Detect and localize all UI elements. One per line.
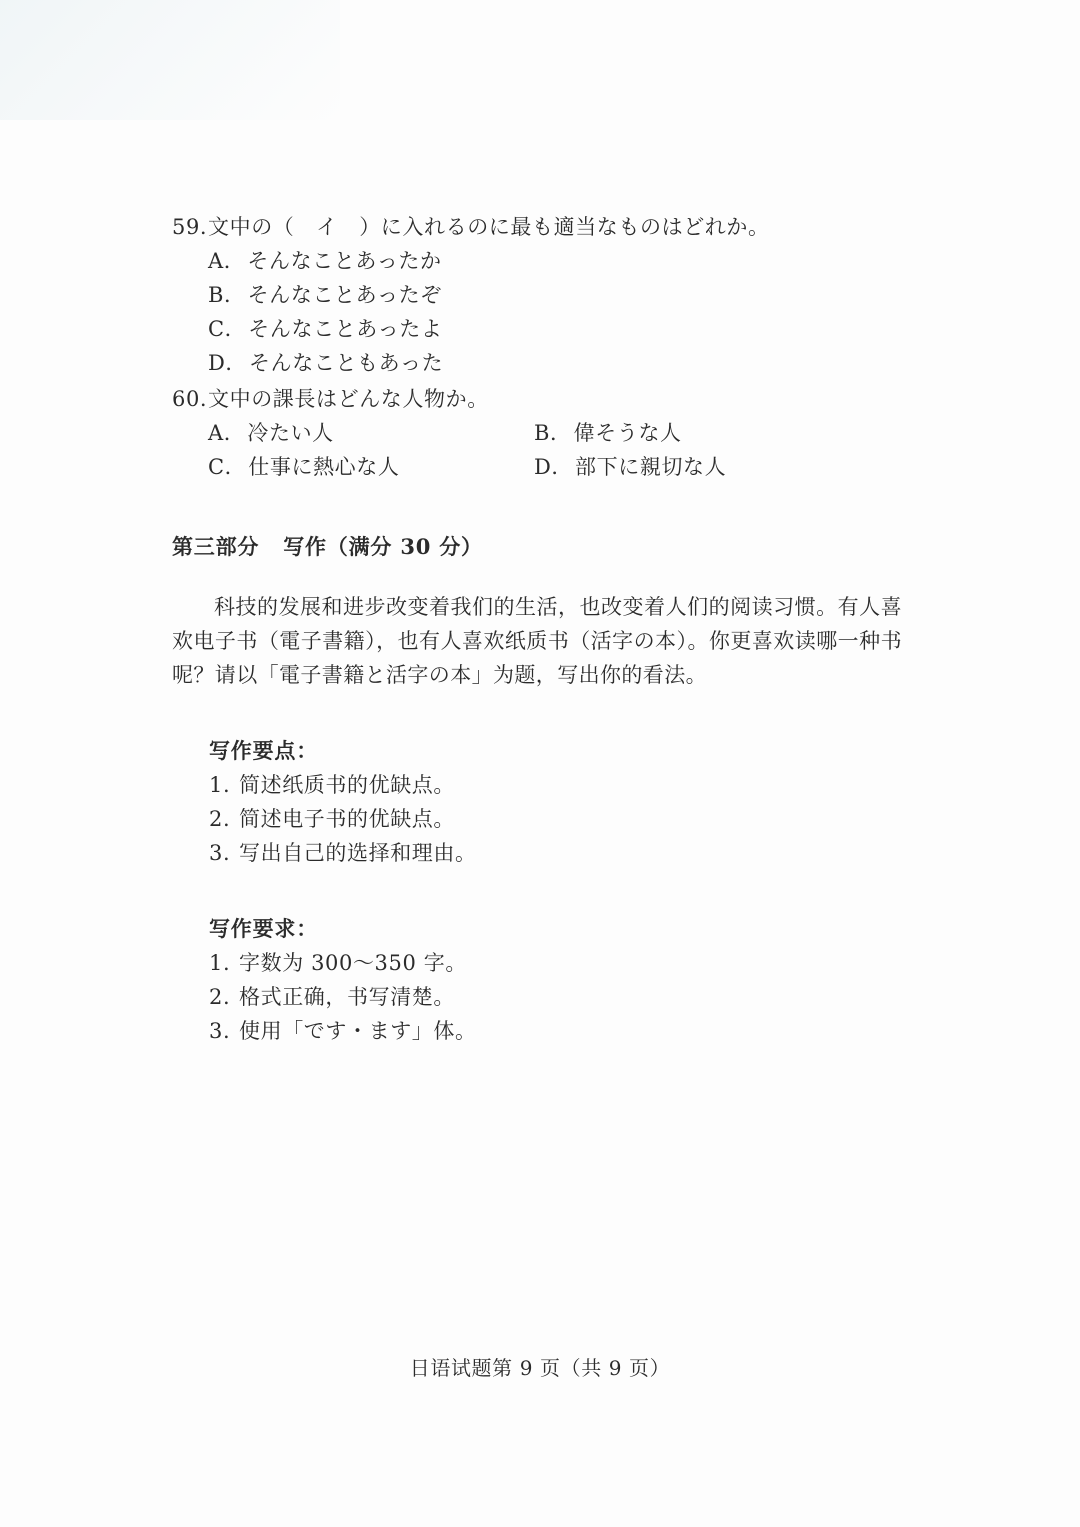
item-text: 字数为 300～350 字。: [239, 951, 467, 975]
writing-point-item: [209, 768, 908, 802]
option-letter: A．: [208, 249, 246, 273]
option-row: [172, 450, 908, 484]
item-index: 2.: [209, 985, 231, 1009]
option-text[interactable]: そんなこともあった: [249, 351, 444, 375]
item-index: 3.: [209, 841, 231, 865]
item-text: 格式正确，书写清楚。: [239, 985, 455, 1009]
option-text[interactable]: そんなことあったか: [247, 249, 442, 273]
option-letter: B．: [208, 283, 246, 307]
writing-prompt-paragraph: 科技的发展和进步改变着我们的生活，也改变着人们的阅读习惯。有人喜欢电子书（電子書籍），也有人喜欢纸质书（活字の本）。你更喜欢读哪一种书呢？请以「電子書籍と活字の本」为题，写出你的看法。: [172, 595, 902, 687]
question-59: [172, 210, 908, 380]
question-59-number: 59.: [172, 215, 208, 239]
item-text: 简述纸质书的优缺点。: [239, 773, 455, 797]
section-heading-part-three: [172, 532, 908, 562]
option-row: [172, 244, 908, 278]
writing-points-block: [172, 734, 908, 870]
item-index: 1.: [209, 773, 231, 797]
writing-point-item: [209, 802, 908, 836]
question-59-text: 文中の（ イ ）に入れるのに最も適当なものはどれか。: [208, 215, 770, 239]
option-text: 冷たい人: [247, 421, 334, 445]
option-letter: B．: [534, 421, 572, 445]
option-text: 部下に親切な人: [575, 455, 727, 479]
writing-requirements-block: [172, 912, 908, 1048]
section-title: 写作（满分 30 分）: [283, 534, 483, 559]
option-letter: D．: [534, 455, 574, 479]
writing-points-title: 写作要点：: [209, 738, 318, 763]
question-60: [172, 382, 908, 484]
question-59-stem: [172, 210, 908, 244]
option-row: [172, 416, 908, 450]
writing-requirements-title: 写作要求：: [209, 916, 318, 941]
option-row: [172, 312, 908, 346]
page-footer: 日语试题第 9 页（共 9 页）: [409, 1356, 671, 1380]
question-59-options: [172, 244, 908, 380]
question-60-options: [172, 416, 908, 484]
option-text: 偉そうな人: [573, 421, 682, 445]
option-a[interactable]: [208, 416, 534, 450]
question-60-stem: [172, 382, 908, 416]
option-row: [172, 346, 908, 380]
option-letter: C．: [208, 317, 247, 341]
writing-requirement-item: [209, 1014, 908, 1048]
scan-tint-artifact: [0, 0, 340, 120]
option-b[interactable]: [534, 416, 908, 450]
item-text: 简述电子书的优缺点。: [239, 807, 455, 831]
writing-requirement-item: [209, 980, 908, 1014]
item-text: 使用「です・ます」体。: [239, 1019, 477, 1043]
writing-point-item: [209, 836, 908, 870]
option-d[interactable]: [534, 450, 908, 484]
option-text: 仕事に熱心な人: [248, 455, 400, 479]
item-index: 3.: [209, 1019, 231, 1043]
option-letter: A．: [208, 421, 246, 445]
item-text: 写出自己的选择和理由。: [239, 841, 477, 865]
option-letter: D．: [208, 351, 248, 375]
page-content: [172, 210, 908, 1048]
option-text[interactable]: そんなことあったぞ: [247, 283, 442, 307]
option-letter: C．: [208, 455, 247, 479]
question-60-number: 60.: [172, 387, 208, 411]
writing-requirement-item: [209, 946, 908, 980]
item-index: 2.: [209, 807, 231, 831]
option-text[interactable]: そんなことあったよ: [248, 317, 443, 341]
option-row: [172, 278, 908, 312]
question-60-text: 文中の課長はどんな人物か。: [208, 387, 489, 411]
option-c[interactable]: [208, 450, 534, 484]
item-index: 1.: [209, 951, 231, 975]
section-part-label: 第三部分: [172, 534, 260, 559]
